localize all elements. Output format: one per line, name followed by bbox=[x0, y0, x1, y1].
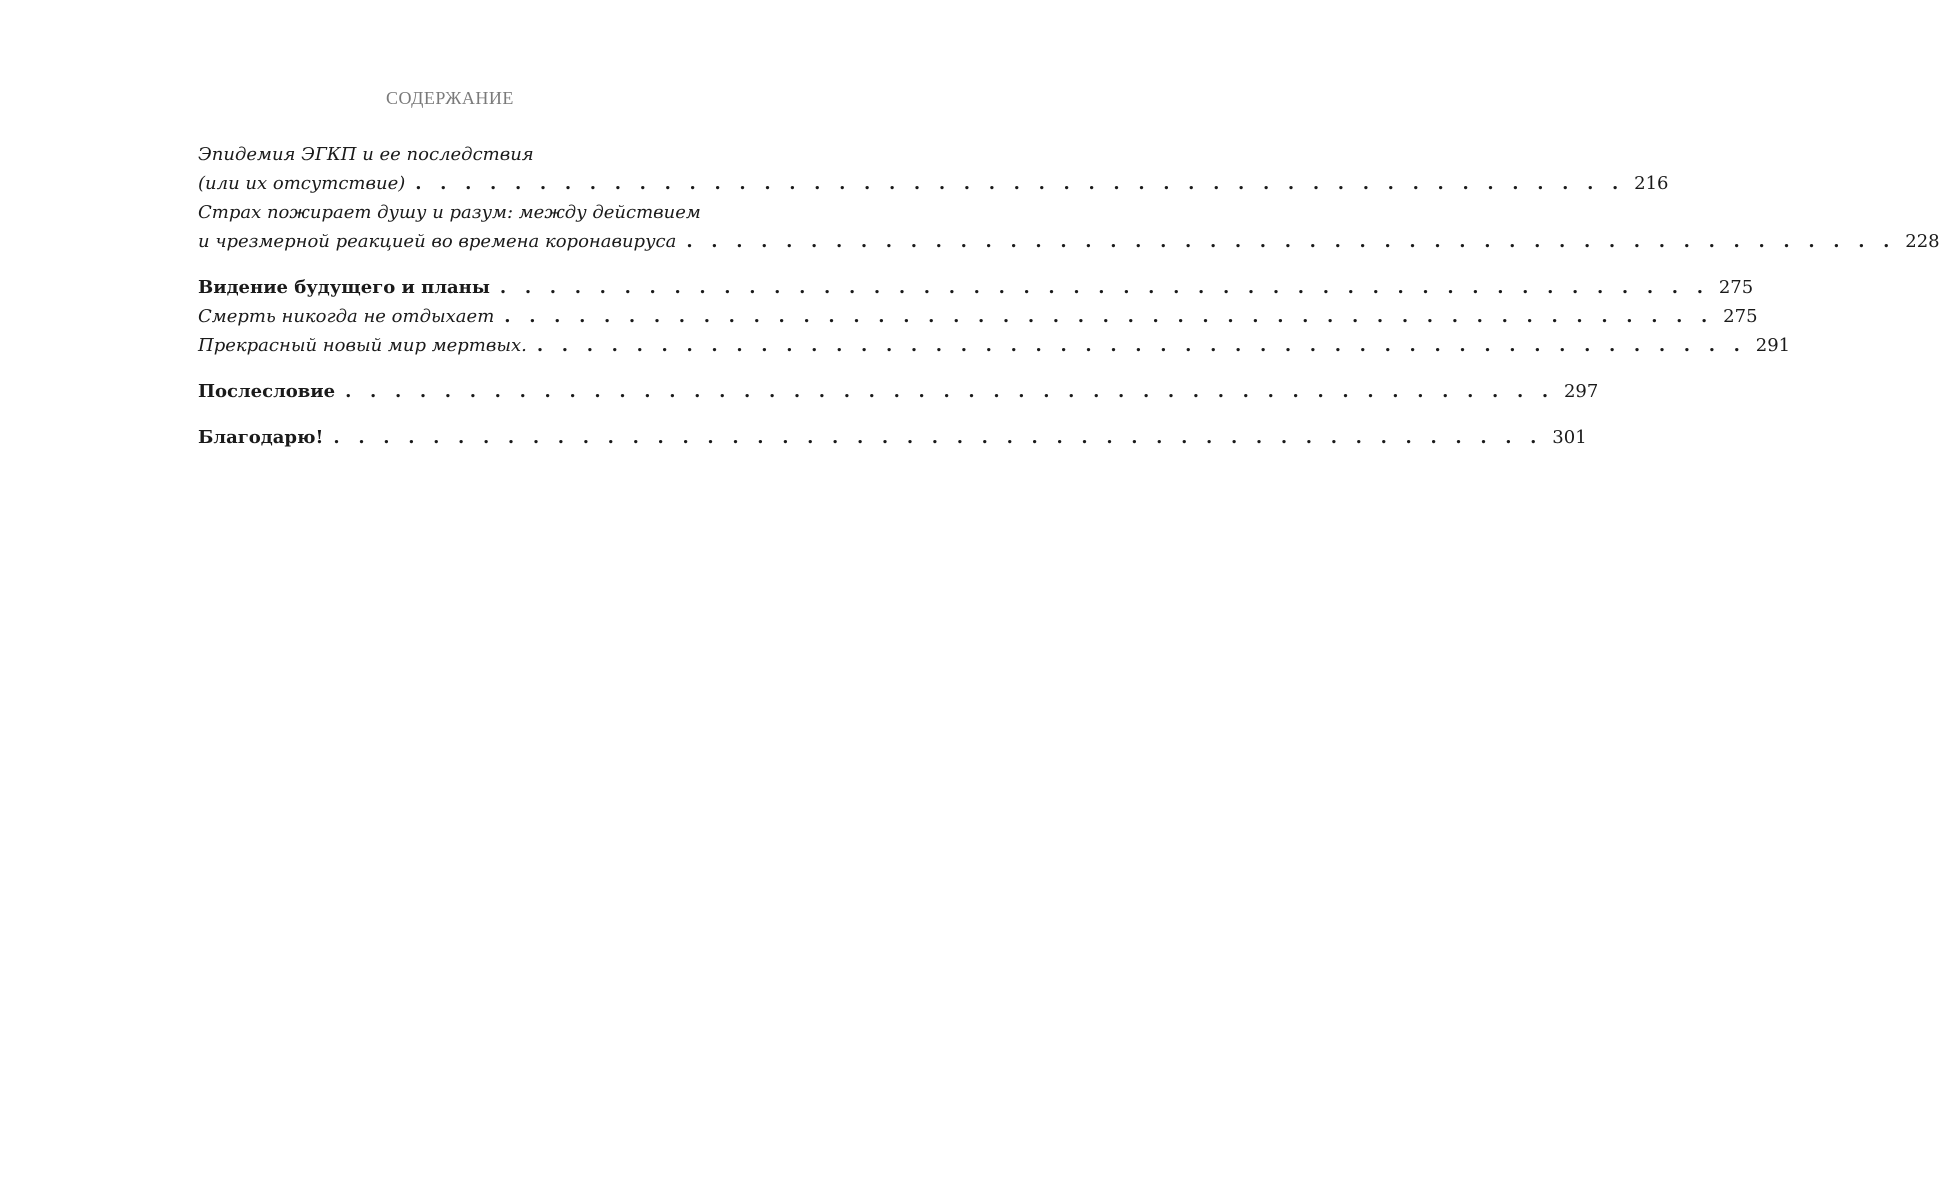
dot-leader: . . . . . . . . . . . . . . . . . . . . . . . . . . . . . . . . . . . . . . . . . . . . . . . . . bbox=[504, 306, 1714, 327]
dot-leader: . . . . . . . . . . . . . . . . . . . . . . . . . . . . . . . . . . . . . . . . . . . . . . . . . bbox=[333, 427, 1543, 448]
toc-entry[interactable] bbox=[198, 302, 1758, 331]
toc-page-number: 216 bbox=[1634, 173, 1669, 194]
toc-page-number: 275 bbox=[1718, 277, 1754, 298]
section-gap bbox=[198, 360, 740, 377]
toc-entry-title: Прекрасный новый мир мертвых. bbox=[198, 335, 527, 356]
toc-entry-line bbox=[198, 140, 740, 169]
dot-leader: . . . . . . . . . . . . . . . . . . . . . . . . . . . . . . . . . . . . . . . . . . . . . . . . . bbox=[345, 381, 1555, 402]
toc-page-number: 297 bbox=[1563, 381, 1599, 402]
toc-entry-title: Эпидемия ЭГКП и ее последствия bbox=[198, 144, 534, 165]
section-gap bbox=[198, 406, 740, 423]
toc-entry[interactable] bbox=[198, 169, 1669, 198]
toc-entry-line bbox=[198, 198, 740, 227]
toc-entry-title: (или их отсутствие) bbox=[198, 173, 406, 194]
toc-entry-title: и чрезмерной реакцией во времена коронавируса bbox=[198, 231, 677, 252]
toc-entry[interactable] bbox=[198, 331, 1791, 360]
toc-entry[interactable] bbox=[198, 227, 1940, 256]
toc-section[interactable] bbox=[198, 377, 1599, 406]
running-head: СОДЕРЖАНИЕ bbox=[386, 88, 514, 108]
toc-section-title: Видение будущего и планы bbox=[198, 277, 490, 298]
toc-page-number: 275 bbox=[1723, 306, 1758, 327]
toc-page-number: 228 bbox=[1905, 231, 1940, 252]
dot-leader: . . . . . . . . . . . . . . . . . . . . . . . . . . . . . . . . . . . . . . . . . . . . . . . . . bbox=[415, 173, 1625, 194]
section-gap bbox=[198, 256, 740, 273]
dot-leader: . . . . . . . . . . . . . . . . . . . . . . . . . . . . . . . . . . . . . . . . . . . . . . . . . bbox=[499, 277, 1710, 298]
toc-section[interactable] bbox=[198, 273, 1754, 302]
toc-page-number: 301 bbox=[1552, 427, 1587, 448]
toc-page-number: 291 bbox=[1755, 335, 1791, 356]
toc-entry-title: Смерть никогда не отдыхает bbox=[198, 306, 495, 327]
toc-entry-title: Страх пожирает душу и разум: между действием bbox=[198, 202, 701, 223]
toc-section-title: Послесловие bbox=[198, 381, 336, 402]
toc-section[interactable] bbox=[198, 423, 1587, 452]
table-of-contents bbox=[198, 140, 1940, 452]
dot-leader: . . . . . . . . . . . . . . . . . . . . . . . . . . . . . . . . . . . . . . . . . . . . . . . . . bbox=[686, 231, 1896, 252]
dot-leader: . . . . . . . . . . . . . . . . . . . . . . . . . . . . . . . . . . . . . . . . . . . . . . . . . bbox=[536, 335, 1747, 356]
toc-section-title: Благодарю! bbox=[198, 427, 324, 448]
